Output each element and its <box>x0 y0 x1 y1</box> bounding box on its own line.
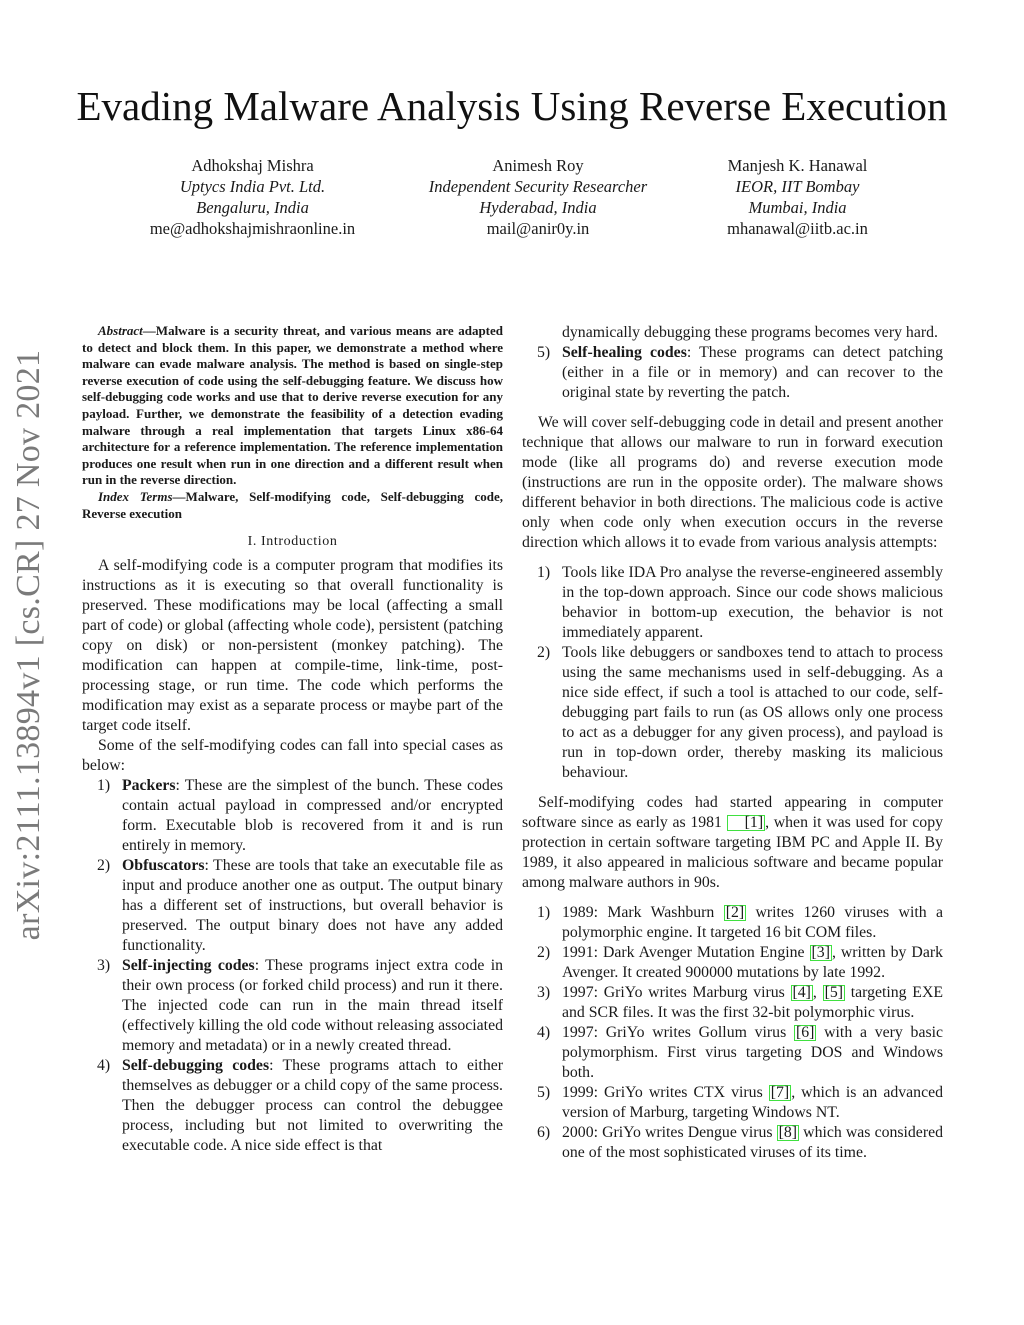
list-item: 6) 2000: GriYo writes Dengue virus [8] which was considered one of the most sophisticated viruses of its time. <box>537 1124 943 1161</box>
case-term: Obfuscators <box>122 857 205 875</box>
author-name: Animesh Roy <box>492 156 584 175</box>
abstract <box>82 323 503 489</box>
case-term: Self-healing codes <box>562 344 687 361</box>
list-item: 5) 1999: GriYo writes CTX virus [7] , which is an advanced version of Marburg, targeting Windows NT. <box>537 1084 943 1121</box>
citation-link[interactable]: [2] <box>725 904 745 921</box>
author-email: mail@anir0y.in <box>486 219 590 238</box>
citation-link[interactable]: [7] <box>770 1084 790 1101</box>
list-item: 2) 1991: Dark Avenger Mutation Engine [3] , written by Dark Avenger. It created 900000 mutations by late 1992. <box>537 944 943 981</box>
paper-title: Evading Malware Analysis Using Reverse Execution <box>76 83 948 129</box>
index-terms-label: Index Terms <box>98 488 173 504</box>
list-item: 3) Self-injecting codes: These programs inject extra code in their own process (or forked child process) and run it there. The injected code can run in the main thread itself (effectively killing the old code without releasing associated memory and metadata) or in a newly created thread. <box>97 957 503 1055</box>
section-heading-introduction: I. Introduction <box>247 534 338 550</box>
list-item: 4) 1997: GriYo writes Gollum virus [6] with a very basic polymorphism. First virus targeting DOS and Windows both. <box>537 1024 943 1081</box>
abstract-text: —Malware is a security threat, and various means are adapted to detect and block them. In this paper, we demonstrate a method where malware can evade malware analysis. The method is based on single-step reverse execution of code using the self-debugging feature. We discuss how self-debugging code works and use that to derive reverse execution for any payload. Further, we demonstrate the feasibility of a detection evading malware through a real implementation that targets Linux x86-64 architecture for a reference implementation. The reference implementation produces one result when run in one direction and a different result when run in the reverse direction. <box>82 323 503 488</box>
special-cases-list <box>82 776 503 1156</box>
index-terms <box>82 489 503 522</box>
author-name: Manjesh K. Hanawal <box>727 156 868 175</box>
list-item: 1) Packers: These are the simplest of the bunch. These codes contain actual payload in compressed and/or encrypted form. Executable blob is recovered from it and is run entirely in memory. <box>97 777 503 855</box>
author-block-1 <box>130 155 375 239</box>
author-name: Adhokshaj Mishra <box>191 156 314 175</box>
intro-paragraph-2: Some of the self-modifying codes can fall into special cases as below: <box>82 737 503 775</box>
arxiv-watermark <box>2 350 56 940</box>
left-column <box>82 323 503 1156</box>
author-location: Bengaluru, India <box>196 198 309 217</box>
list-item: 1) Tools like IDA Pro analyse the reverse-engineered assembly in the top-down approach. Since our code shows malicious behavior in bottom-up execution, the behavior is not immediately apparent. <box>537 564 943 641</box>
author-location: Hyderabad, India <box>479 198 597 217</box>
evasion-list <box>522 563 943 783</box>
citation-link[interactable]: [1] <box>727 815 765 831</box>
citation-link[interactable]: [6] <box>795 1024 815 1041</box>
arxiv-id-text: arXiv:2111.13894v1 [cs.CR] 27 Nov 2021 <box>10 349 47 941</box>
list-item: 3) 1997: GriYo writes Marburg virus [4] , [5] targeting EXE and SCR files. It was the first 32-bit polymorphic virus. <box>537 984 944 1021</box>
case-4-continued: dynamically debugging these programs becomes very hard. <box>562 324 938 341</box>
author-email: mhanawal@iitb.ac.in <box>727 219 868 238</box>
list-item: 2) Tools like debuggers or sandboxes tend to attach to process using the same mechanisms used in self-debugging. As a nice side effect, if such a tool is attached to our code, self-debugging part fails to run (as OS allows only one process to act as a debugger for any given process), and payload is run in top-down order, thereby masking its malicious behaviour. <box>537 644 943 781</box>
index-terms-text: —Malware, Self-modifying code, Self-debugging code, Reverse execution <box>82 488 503 521</box>
author-block-3 <box>705 155 890 239</box>
case-term: Self-injecting codes <box>122 957 255 975</box>
citation-link[interactable]: [4] <box>792 984 811 1001</box>
citation-link[interactable]: [8] <box>778 1124 798 1141</box>
list-item: 1) 1989: Mark Washburn [2] writes 1260 viruses with a polymorphic engine. It targeted 16 bit COM files. <box>537 904 944 941</box>
author-block-2 <box>413 155 663 239</box>
history-list <box>522 903 943 1163</box>
citation-link[interactable]: [5] <box>824 984 844 1001</box>
author-email: me@adhokshajmishraonline.in <box>149 219 356 238</box>
author-affiliation: Independent Security Researcher <box>428 177 648 196</box>
author-location: Mumbai, India <box>748 198 847 217</box>
list-item: 4) Self-debugging codes: These programs attach to either themselves as debugger or a child copy of the same process. Then the debugger process can control the debuggee process, including but not limited to overwriting the executable code. A nice side effect is that <box>97 1057 503 1155</box>
author-affiliation: IEOR, IIT Bombay <box>735 177 860 196</box>
list-item: 2) Obfuscators: These are tools that take an executable file as input and produce another one as output. The output binary has a different set of instructions, but overall behavior is preserved. The output binary does not have any added functionality. <box>97 857 503 955</box>
intro-paragraph-1: A self-modifying code is a computer program that modifies its instructions as it is executing so that overall functionality is preserved. These modifications may be local (affecting a small part of code) or global (affecting whole code), persistent (patching copy on disk) or non-persistent (monkey patching). The modification can happen at compile-time, link-time, post-processing stage, or run time. The code which performs the modification may exist as a separate process or maybe part of the target code itself. <box>82 557 503 735</box>
case-term: Packers <box>122 777 176 795</box>
intro-paragraph-4: Self-modifying codes had started appearing in computer software since as early as 1981 [1] , when it was used for copy protection in certain software targeting IBM PC and Apple II. By 1989, it also appeared in malicious software and became popular among malware authors in 90s. <box>522 794 943 891</box>
special-cases-list-continued <box>522 343 943 403</box>
case-term: Self-debugging codes <box>122 1057 270 1075</box>
intro-paragraph-3: We will cover self-debugging code in detail and present another technique that allows our malware to run in forward execution mode (like all programs do) and reverse execution mode (instructions are run in the opposite order). The malware shows different behavior in both directions. The malicious code is active only when code only when execution occurs in the reverse direction which allows it to evade from various analysis attempts: <box>522 414 943 551</box>
list-item: 5) Self-healing codes: These programs can detect patching (either in a file or in memory) and can recover to the original state by reverting the patch. <box>537 344 944 401</box>
abstract-label: Abstract <box>98 323 143 338</box>
author-affiliation: Uptycs India Pvt. Ltd. <box>179 177 326 196</box>
right-column <box>522 323 943 1173</box>
citation-link[interactable]: [3] <box>811 944 830 961</box>
